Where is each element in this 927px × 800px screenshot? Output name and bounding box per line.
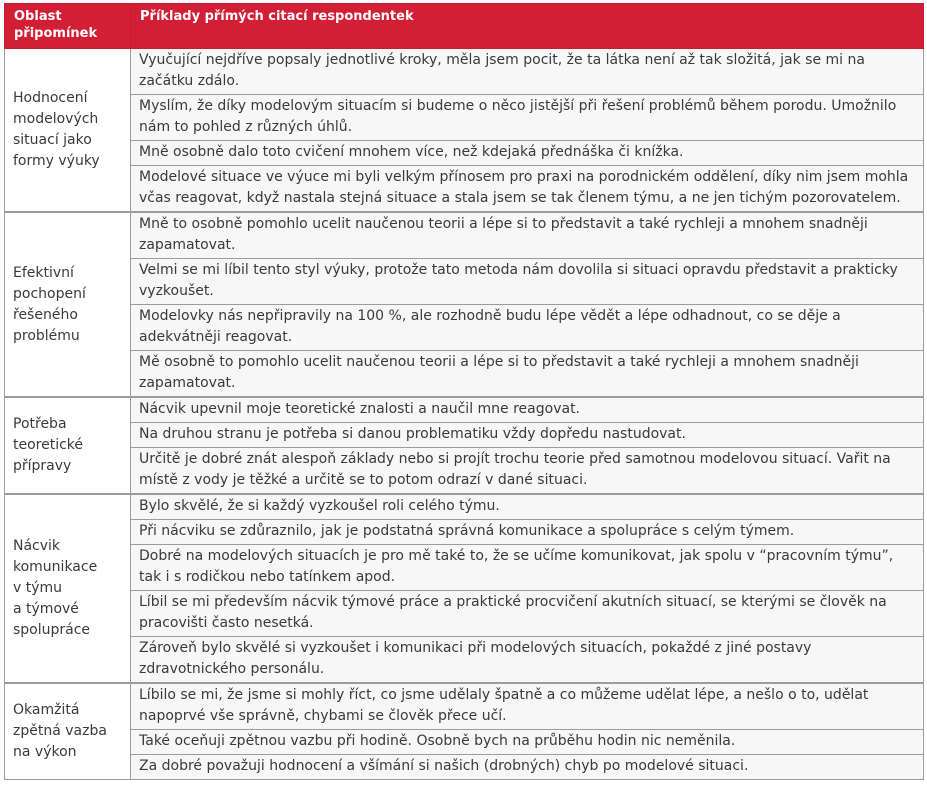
quote-cell: Modelové situace ve výuce mi byli velkým přínosem pro praxi na porodnickém oddělení, díky nim jsem mohla včas reagovat, když nastala stejná situace a stala jsem se tak členem týmu, a ne jen tichým pozorovatelem.	[131, 166, 924, 213]
quote-cell: Na druhou stranu je potřeba si danou problematiku vždy dopředu nastudovat.	[131, 423, 924, 448]
area-cell: Efektivní pochopení řešeného problému	[5, 212, 131, 397]
quote-cell: Líbilo se mi, že jsme si mohly říct, co jsme udělaly špatně a co můžeme udělat lépe, a nešlo o to, udělat napoprvé vše správně, chybami se člověk přece učí.	[131, 683, 924, 730]
table-row	[5, 683, 924, 730]
quote-cell: Mně osobně dalo toto cvičení mnohem více, než kdejaká přednáška či knížka.	[131, 141, 924, 166]
quote-cell: Za dobré považuji hodnocení a všímání si našich (drobných) chyb po modelové situaci.	[131, 755, 924, 780]
quote-cell: Mě osobně to pomohlo ucelit naučenou teorii a lépe si to představit a také rychleji a mnohem snadněji zapamatovat.	[131, 351, 924, 398]
quote-cell: Také oceňuji zpětnou vazbu při hodině. Osobně bych na průběhu hodin nic neměnila.	[131, 730, 924, 755]
table-header-row	[5, 4, 924, 49]
table-row	[5, 423, 924, 448]
table-row	[5, 141, 924, 166]
table-row	[5, 397, 924, 423]
quote-cell: Zároveň bylo skvělé si vyzkoušet i komunikaci při modelových situacích, pokaždé z jiné postavy zdravotnického personálu.	[131, 637, 924, 684]
quote-cell: Myslím, že díky modelovým situacím si budeme o něco jistější při řešení problémů během porodu. Umožnilo nám to pohled z různých úhlů.	[131, 95, 924, 141]
table-body	[5, 49, 924, 780]
area-cell: Hodnocení modelových situací jako formy výuky	[5, 49, 131, 213]
quote-cell: Určitě je dobré znát alespoň základy nebo si projít trochu teorie před samotnou modelovou situací. Vařit na místě z vody je těžké a určitě se to potom odrazí v dané situaci.	[131, 448, 924, 495]
quote-cell: Modelovky nás nepřipravily na 100 %, ale rozhodně budu lépe vědět a lépe odhadnout, co se děje a adekvátněji reagovat.	[131, 305, 924, 351]
quote-cell: Dobré na modelových situacích je pro mě také to, že se učíme komunikovat, jak spolu v “pracovním týmu”, tak i s rodičkou nebo tatínkem apod.	[131, 545, 924, 591]
quote-cell: Mně to osobně pomohlo ucelit naučenou teorii a lépe si to představit a také rychleji a mnohem snadněji zapamatovat.	[131, 212, 924, 259]
table-row	[5, 305, 924, 351]
table-row	[5, 494, 924, 520]
citations-table	[4, 3, 924, 780]
table-row	[5, 591, 924, 637]
area-cell: Okamžitá zpětná vazba na výkon	[5, 683, 131, 780]
table-container	[4, 3, 923, 780]
quote-cell: Velmi se mi líbil tento styl výuky, protože tato metoda nám dovolila si situaci opravdu představit a prakticky vyzkoušet.	[131, 259, 924, 305]
table-row	[5, 520, 924, 545]
quote-cell: Bylo skvělé, že si každý vyzkoušel roli celého týmu.	[131, 494, 924, 520]
quote-cell: Vyučující nejdříve popsaly jednotlivé kroky, měla jsem pocit, že ta látka není až tak složitá, jak se mi na začátku zdálo.	[131, 49, 924, 95]
table-row	[5, 166, 924, 213]
header-area-text: Oblast připomínek	[14, 9, 98, 41]
area-cell: Nácvik komunikace v týmu a týmové spolupráce	[5, 494, 131, 683]
quote-cell: Při nácviku se zdůraznilo, jak je podstatná správná komunikace a spolupráce s celým týmem.	[131, 520, 924, 545]
table-row	[5, 755, 924, 780]
area-cell: Potřeba teoretické přípravy	[5, 397, 131, 494]
header-area	[5, 4, 131, 49]
table-row	[5, 351, 924, 398]
table-row	[5, 259, 924, 305]
quote-cell: Líbil se mi především nácvik týmové práce a praktické procvičení akutních situací, se kterými se člověk na pracovišti často nesetká.	[131, 591, 924, 637]
table-row	[5, 49, 924, 95]
table-row	[5, 545, 924, 591]
table-row	[5, 637, 924, 684]
header-quotes: Příklady přímých citací respondentek	[131, 4, 924, 49]
table-row	[5, 730, 924, 755]
table-row	[5, 95, 924, 141]
table-row	[5, 448, 924, 495]
quote-cell: Nácvik upevnil moje teoretické znalosti a naučil mne reagovat.	[131, 397, 924, 423]
table-row	[5, 212, 924, 259]
